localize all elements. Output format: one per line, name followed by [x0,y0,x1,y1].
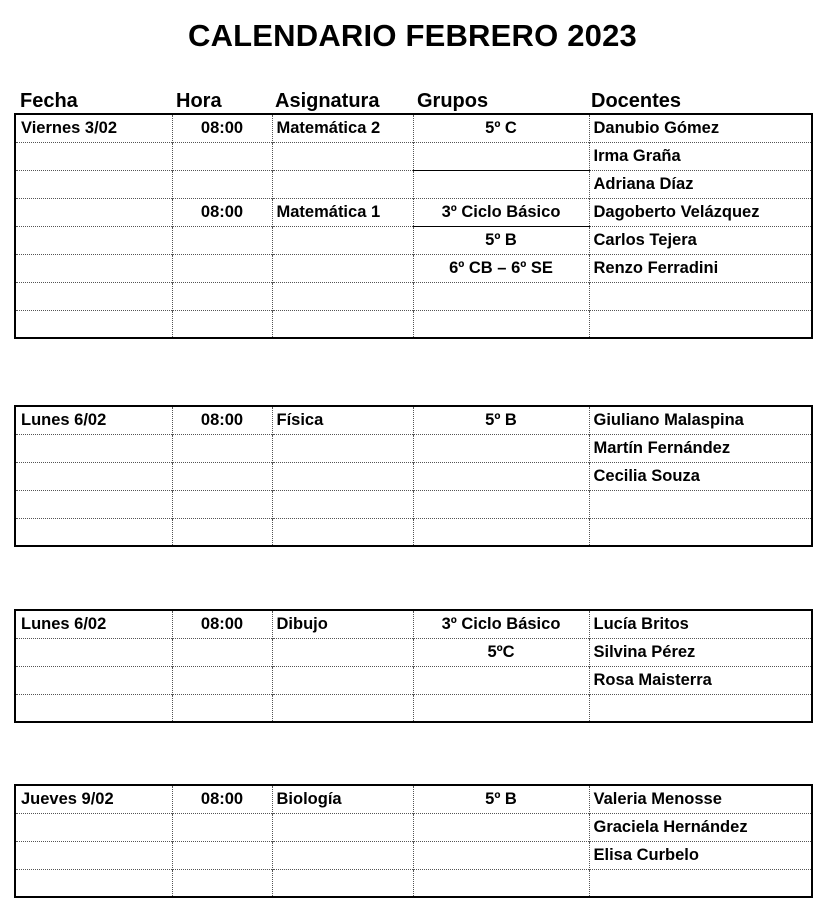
cell-asignatura [272,434,413,462]
cell-fecha [15,518,172,546]
table-row [15,406,812,434]
cell-fecha [15,666,172,694]
cell-docente [589,518,812,546]
page-title: CALENDARIO FEBRERO 2023 [187,18,637,53]
cell-grupo [413,434,589,462]
table-row [15,226,812,254]
cell-fecha [15,841,172,869]
table-row [15,254,812,282]
cell-hora [172,869,272,897]
cell-hora: 08:00 [172,610,272,638]
cell-grupo [413,462,589,490]
table-row [15,170,812,198]
cell-asignatura [272,638,413,666]
header-asignatura: Asignatura [275,90,380,112]
cell-fecha: Viernes 3/02 [21,118,118,137]
cell-fecha [15,226,172,254]
cell-asignatura [272,841,413,869]
cell-grupo: 3º Ciclo Básico [413,610,589,638]
cell-fecha [15,170,172,198]
cell-asignatura [272,310,413,338]
cell-grupo: 5ºC [413,638,589,666]
cell-asignatura [272,282,413,310]
header-grupos: Grupos [417,90,489,112]
cell-grupo [413,142,589,170]
table-row [15,462,812,490]
header-hora: Hora [176,90,222,112]
cell-grupo [413,666,589,694]
cell-grupo: 6º CB – 6º SE [413,254,589,282]
table-row [15,610,812,638]
schedule-table [14,609,813,723]
cell-docente: Irma Graña [589,142,812,170]
cell-hora [172,490,272,518]
cell-grupo: 5º B [413,785,589,813]
table-row [15,434,812,462]
cell-asignatura [272,518,413,546]
table-row [15,666,812,694]
cell-hora [172,841,272,869]
cell-docente [589,282,812,310]
cell-fecha [15,490,172,518]
schedule-table [14,405,813,547]
cell-hora [172,666,272,694]
cell-docente: Renzo Ferradini [589,254,812,282]
cell-grupo: 3º Ciclo Básico [413,198,589,226]
cell-asignatura [272,254,413,282]
table-row [15,114,812,142]
cell-hora [172,518,272,546]
cell-grupo [413,170,589,198]
cell-grupo: 5º C [413,114,589,142]
cell-hora [172,226,272,254]
cell-grupo [413,694,589,722]
cell-hora [172,170,272,198]
table-row [15,198,812,226]
cell-grupo [413,869,589,897]
schedule-table [14,784,813,898]
cell-asignatura [272,142,413,170]
cell-grupo [413,841,589,869]
cell-hora: 08:00 [172,198,272,226]
cell-docente: Carlos Tejera [589,226,812,254]
cell-hora [172,142,272,170]
cell-docente [589,869,812,897]
cell-asignatura: Dibujo [272,610,413,638]
cell-fecha: Jueves 9/02 [21,789,114,808]
table-row [15,142,812,170]
cell-docente: Cecilia Souza [589,462,812,490]
cell-docente: Giuliano Malaspina [589,406,812,434]
cell-grupo: 5º B [413,406,589,434]
cell-fecha: Lunes 6/02 [21,410,107,429]
cell-hora [172,254,272,282]
cell-asignatura [272,694,413,722]
cell-grupo [413,490,589,518]
table-row [15,694,812,722]
cell-docente: Valeria Menosse [589,785,812,813]
cell-grupo [413,518,589,546]
cell-hora [172,434,272,462]
header-docentes: Docentes [591,90,682,112]
cell-fecha [15,142,172,170]
cell-hora [172,310,272,338]
table-row [15,785,812,813]
cell-docente [589,310,812,338]
cell-asignatura [272,869,413,897]
cell-fecha: Lunes 6/02 [21,614,107,633]
cell-fecha [15,638,172,666]
cell-hora: 08:00 [172,406,272,434]
table-row [15,638,812,666]
table-row [15,813,812,841]
cell-asignatura [272,666,413,694]
cell-docente: Graciela Hernández [589,813,812,841]
cell-asignatura [272,462,413,490]
cell-docente: Silvina Pérez [589,638,812,666]
cell-fecha [15,198,172,226]
cell-hora [172,638,272,666]
header-fecha: Fecha [20,90,78,112]
cell-asignatura [272,170,413,198]
cell-asignatura [272,813,413,841]
cell-fecha [15,310,172,338]
cell-docente: Dagoberto Velázquez [589,198,812,226]
cell-asignatura [272,490,413,518]
cell-docente: Adriana Díaz [589,170,812,198]
cell-asignatura: Matemática 1 [272,198,413,226]
cell-grupo [413,310,589,338]
cell-fecha [15,282,172,310]
cell-asignatura: Física [272,406,413,434]
table-row [15,869,812,897]
cell-fecha [15,434,172,462]
cell-docente [589,694,812,722]
cell-hora: 08:00 [172,785,272,813]
cell-asignatura: Biología [272,785,413,813]
cell-docente: Elisa Curbelo [589,841,812,869]
table-row [15,518,812,546]
column-headers [0,90,825,114]
table-row [15,310,812,338]
cell-hora [172,282,272,310]
cell-fecha [15,694,172,722]
cell-asignatura [272,226,413,254]
cell-fecha [15,462,172,490]
table-row [15,841,812,869]
cell-fecha [15,869,172,897]
cell-docente: Lucía Britos [589,610,812,638]
schedule-table [14,113,813,339]
cell-hora [172,694,272,722]
table-row [15,490,812,518]
cell-docente: Martín Fernández [589,434,812,462]
cell-hora [172,813,272,841]
cell-docente [589,490,812,518]
cell-grupo: 5º B [413,226,589,254]
cell-asignatura: Matemática 2 [272,114,413,142]
table-row [15,282,812,310]
cell-hora: 08:00 [172,114,272,142]
cell-grupo [413,813,589,841]
cell-docente: Rosa Maisterra [589,666,812,694]
cell-fecha [15,254,172,282]
cell-docente: Danubio Gómez [589,114,812,142]
cell-hora [172,462,272,490]
cell-fecha [15,813,172,841]
cell-grupo [413,282,589,310]
